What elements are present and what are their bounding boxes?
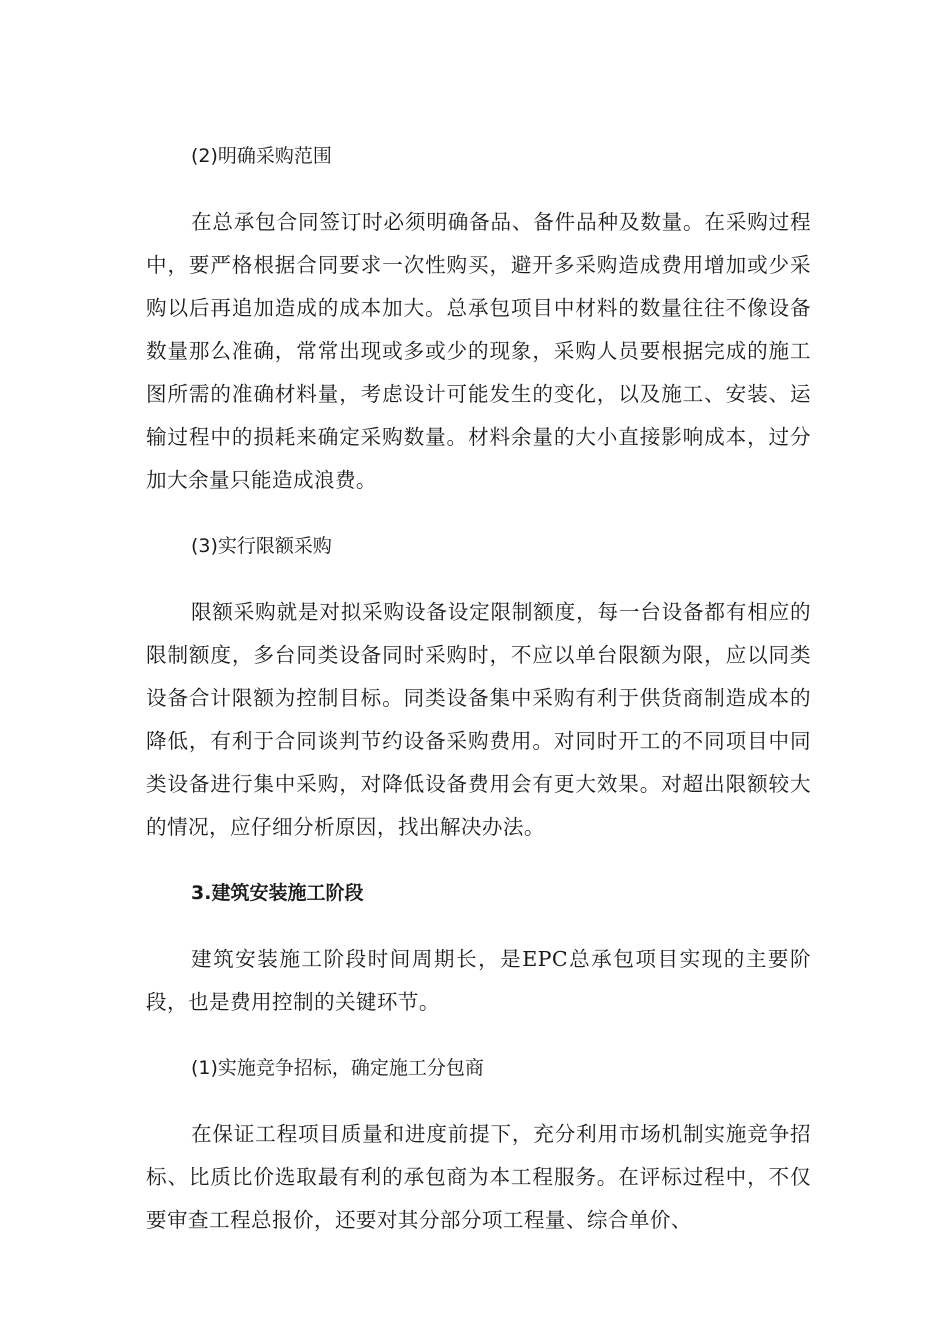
paragraph-competitive-bidding: 在保证工程项目质量和进度前提下，充分利用市场机制实施竞争招标、比质比价选取最有利的承包商为本工程服务。在评标过程中，不仅要审查工程总报价，还要对其分部分项工程量、综合单价、 [146,1122,811,1232]
paragraph-procurement-scope: 在总承包合同签订时必须明确备品、备件品种及数量。在采购过程中，要严格根据合同要求一次性购买，避开多采购造成费用增加或少采购以后再追加造成的成本加大。总承包项目中材料的数量往往不像设备数量那么准确，常常出现或多或少的现象，采购人员要根据完成的施工图所需的准确材料量，考虑设计可能发生的变化，以及施工、安装、运输过程中的损耗来确定采购数量。材料余量的大小直接影响成本，过分加大余量只能造成浪费。 [146,210,811,492]
paragraph-construction-stage: 建筑安装施工阶段时间周期长，是EPC总承包项目实现的主要阶段，也是费用控制的关键环节。 [146,947,811,1014]
paragraph-quota-procurement: 限额采购就是对拟采购设备设定限制额度，每一台设备都有相应的限制额度，多台同类设备同时采购时，不应以单台限额为限，应以同类设备合计限额为控制目标。同类设备集中采购有利于供货商制造成本的降低，有利于合同谈判节约设备采购费用。对同时开工的不同项目中同类设备进行集中采购，对降低设备费用会有更大效果。对超出限额较大的情况，应仔细分析原因，找出解决办法。 [146,600,811,839]
section-heading-quota-procurement: (3)实行限额采购 [191,535,332,557]
section-heading-define-procurement-scope: (2)明确采购范围 [191,145,332,167]
section-heading-competitive-bidding: (1)实施竞争招标，确定施工分包商 [191,1057,484,1079]
document-body [146,135,811,1265]
section-heading-construction-stage: 3.建筑安装施工阶段 [191,882,364,904]
